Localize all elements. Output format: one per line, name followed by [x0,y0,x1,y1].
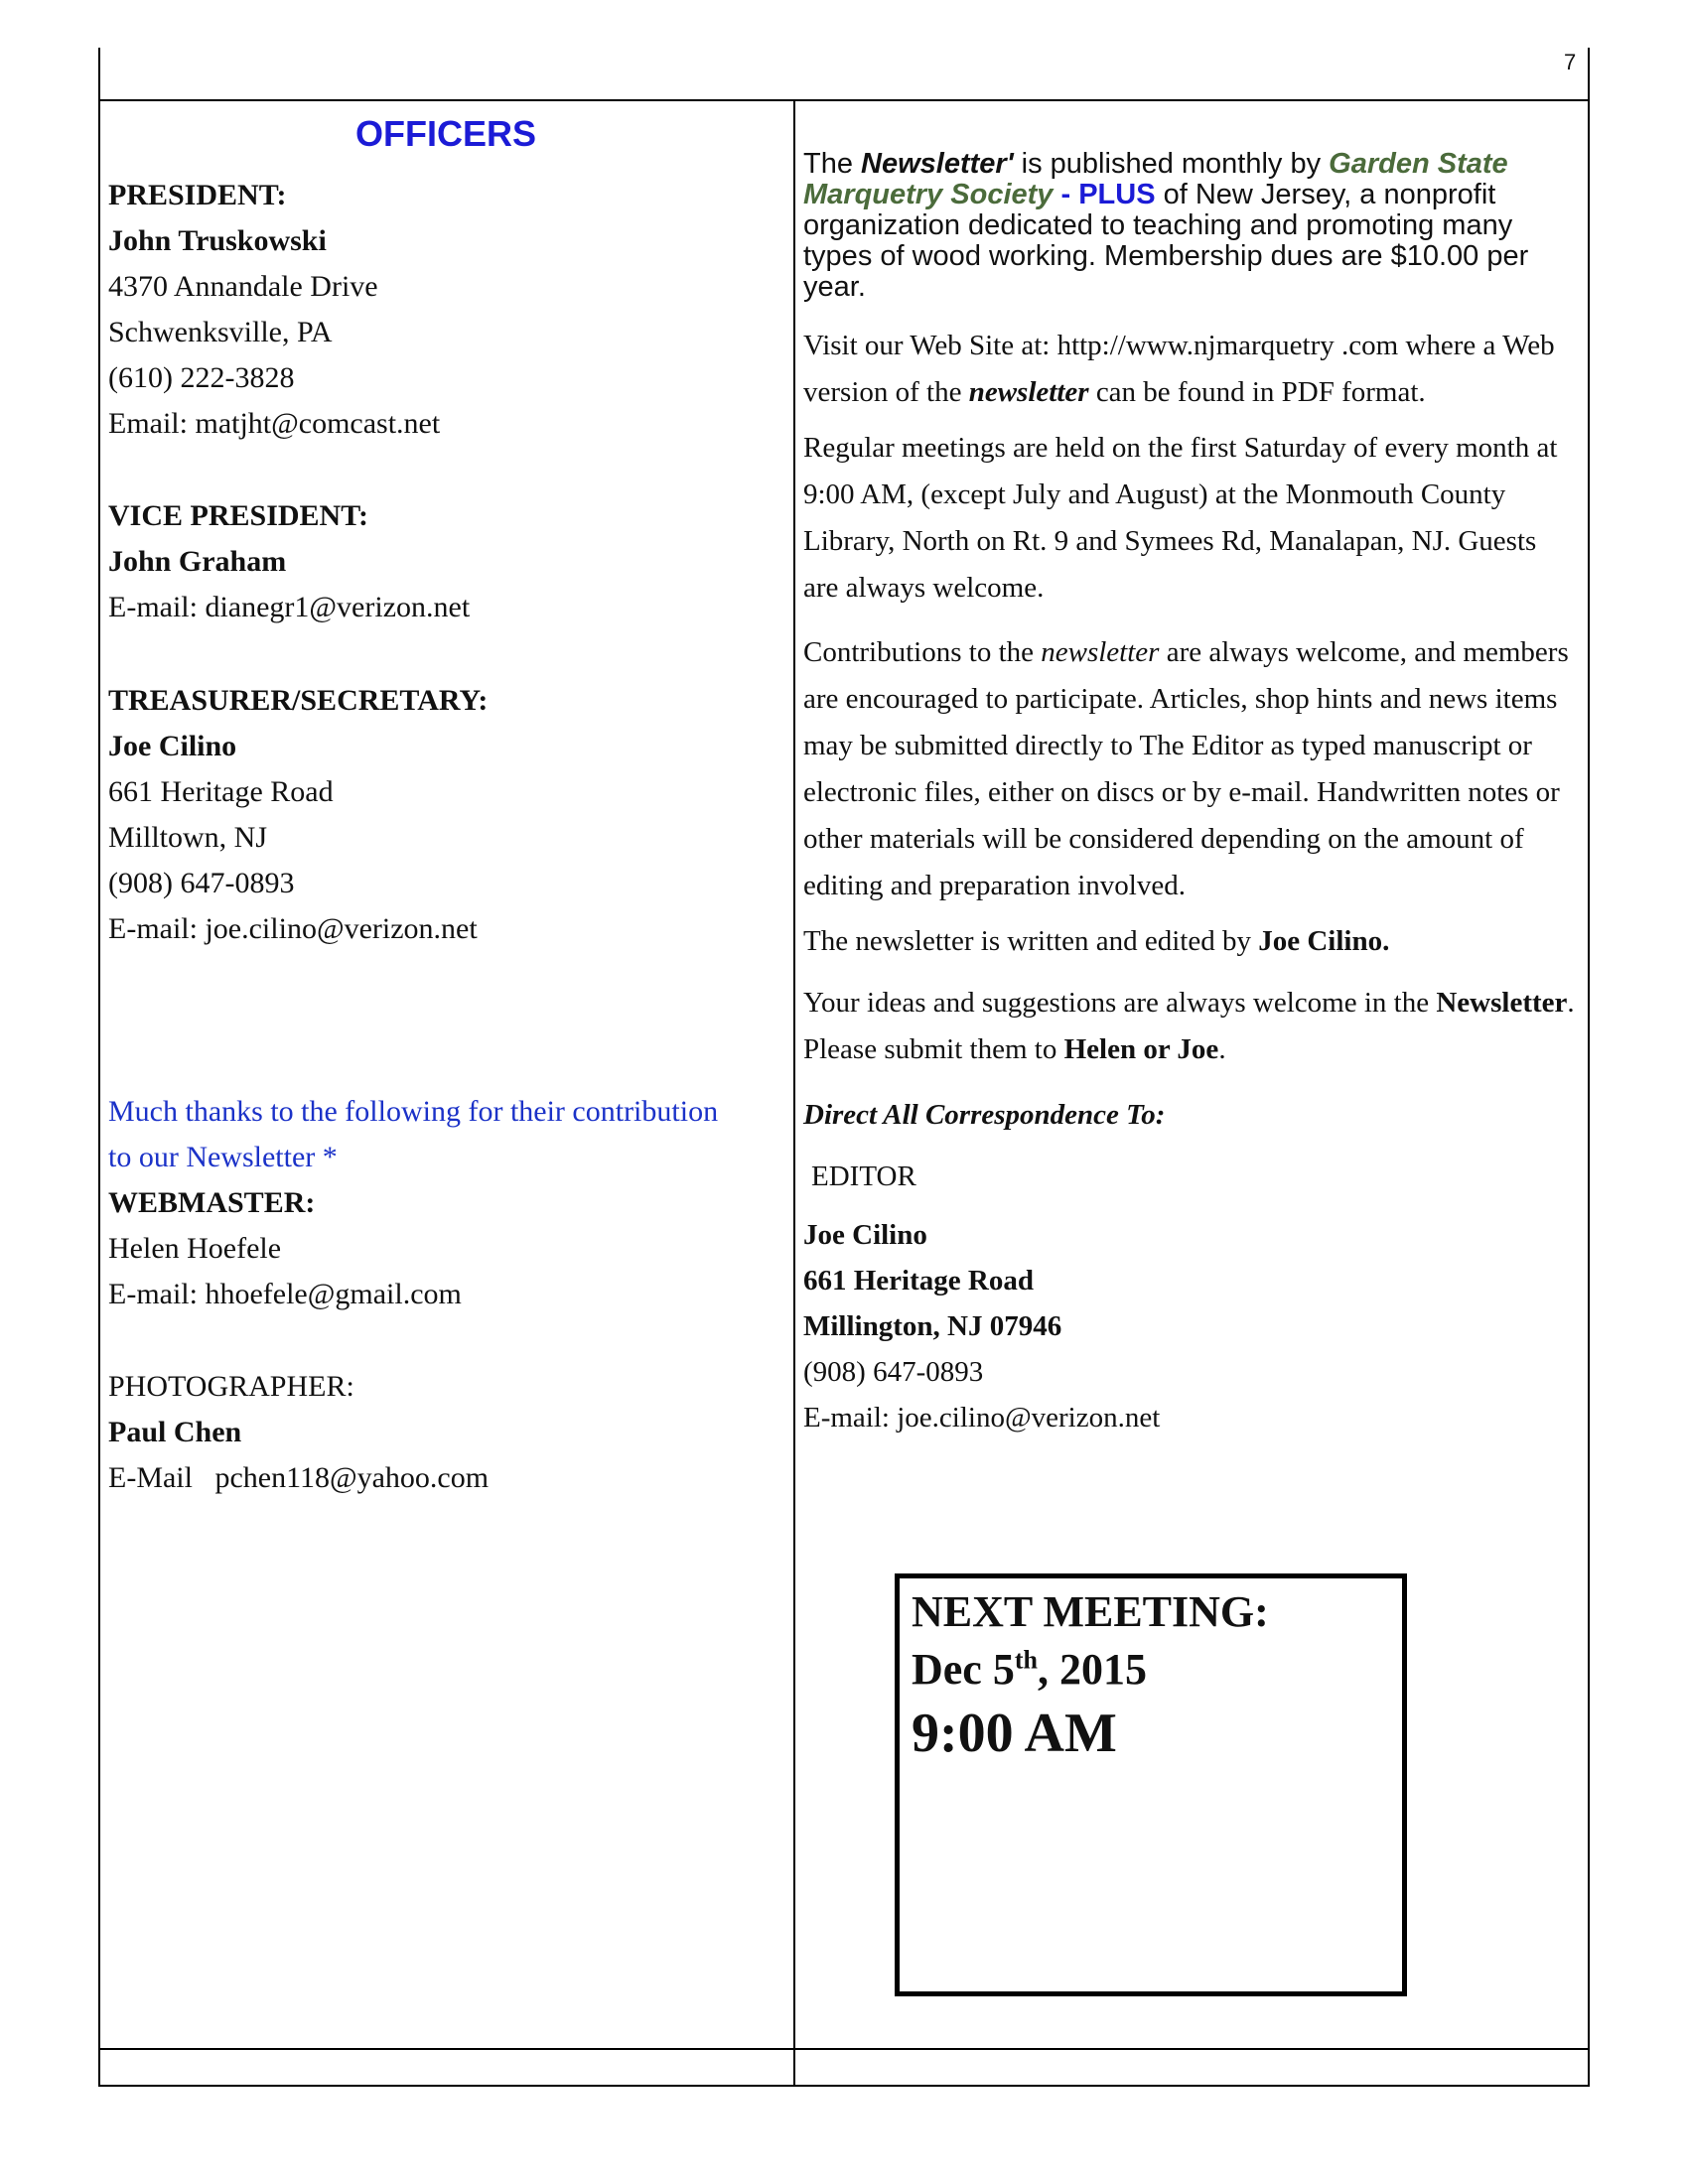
next-meeting-time: 9:00 AM [912,1703,1117,1764]
treasurer-email[interactable]: E-mail: joe.cilino@verizon.net [108,912,478,945]
page-number: 7 [1564,50,1577,74]
meeting-date-suffix: th [1014,1645,1038,1675]
photographer-heading: PHOTOGRAPHER: [108,1370,354,1403]
treasurer-phone: (908) 647-0893 [108,867,295,899]
president-heading: PRESIDENT: [108,179,287,211]
written-by-paragraph [803,918,1578,965]
intro-text-2: is published monthly by [1013,148,1330,180]
next-meeting-box [895,1573,1407,1996]
ideas-text-1: Your ideas and suggestions are always welcome in the [803,987,1437,1019]
website-paragraph [803,323,1578,416]
meeting-date-prefix: Dec 5 [912,1645,1015,1694]
ideas-names: Helen or Joe [1063,1033,1219,1065]
contributions-text-1: Contributions to the [803,636,1042,668]
meeting-date-year: , 2015 [1037,1645,1147,1694]
treasurer-name: Joe Cilino [108,730,237,762]
written-by-text: The newsletter is written and edited by [803,925,1259,957]
editor-label: EDITOR [811,1160,916,1192]
editor-address2: Millington, NJ 07946 [803,1310,1062,1342]
frame-left-border [98,99,100,2087]
president-name: John Truskowski [108,224,327,257]
frame-footer-divider [98,2048,1590,2050]
website-text-2: can be found in PDF format. [1088,376,1426,408]
president-phone: (610) 222-3828 [108,361,295,394]
officers-title: OFFICERS [354,113,536,154]
editor-name: Joe Cilino [803,1219,927,1251]
frame-right-border [1588,99,1590,2087]
website-newsletter: newsletter [968,376,1089,408]
ideas-paragraph [803,980,1578,1073]
vice-president-heading: VICE PRESIDENT: [108,499,368,532]
ideas-text-3: . [1218,1033,1226,1065]
webmaster-name: Helen Hoefele [108,1232,282,1265]
intro-text-1: The [803,148,862,180]
frame-top-stub-right [1588,48,1590,101]
contributions-text-2: are always welcome, and members are encouraged to participate. Articles, shop hints and news items may be submitted directly to The Editor as typed manuscript or electronic files, either on discs or by e-mail. Handwritten notes or other materials will be considered depending on the amount of editing and preparation involved. [803,636,1569,901]
photographer-email[interactable]: E-Mail pchen118@yahoo.com [108,1461,490,1494]
editor-phone: (908) 647-0893 [803,1356,984,1388]
frame-top-border [98,99,1590,101]
contributions-newsletter: newsletter [1041,636,1160,668]
vice-president-email[interactable]: E-mail: dianegr1@verizon.net [108,591,471,623]
next-meeting-label: NEXT MEETING: [912,1587,1269,1636]
society-name: Garden State Marquetry Society [803,148,1508,210]
intro-newsletter: Newsletter' [861,148,1014,180]
next-meeting-date [912,1644,1147,1695]
webmaster-email[interactable]: E-mail: hhoefele@gmail.com [108,1278,462,1310]
contributions-paragraph [803,629,1578,909]
president-address1: 4370 Annandale Drive [108,270,378,303]
plus-label: PLUS [1078,179,1156,210]
treasurer-address1: 661 Heritage Road [108,775,334,808]
president-email[interactable]: Email: matjht@comcast.net [108,407,441,440]
editor-email[interactable]: E-mail: joe.cilino@verizon.net [803,1402,1161,1433]
intro-dash: - [1053,179,1079,210]
editor-address1: 661 Heritage Road [803,1265,1034,1297]
photographer-name: Paul Chen [108,1416,242,1448]
frame-column-divider [793,99,795,2087]
meetings-paragraph: Regular meetings are held on the first Saturday of every month at 9:00 AM, (except July and August) at the Monmouth County Library, North on Rt. 9 and Symees Rd, Manalapan, NJ. Guests are always welcome. [803,432,1558,604]
treasurer-heading: TREASURER/SECRETARY: [108,684,489,717]
direct-correspondence: Direct All Correspondence To: [803,1099,1166,1131]
frame-top-stub-left [98,48,100,101]
ideas-text-2: . Please submit them to [803,987,1575,1065]
president-address2: Schwenksville, PA [108,316,333,348]
website-text-1[interactable]: Visit our Web Site at: http://www.njmarquetry .com where a Web version of the [803,330,1555,408]
written-by-name: Joe Cilino. [1258,925,1390,957]
frame-bottom-border [98,2085,1590,2087]
treasurer-address2: Milltown, NJ [108,821,268,854]
thanks-line-2: to our Newsletter * [108,1141,338,1173]
ideas-newsletter: Newsletter [1436,987,1568,1019]
intro-text-3: of New Jersey, a nonprofit organization dedicated to teaching and promoting many types of wood working. Membership dues are $10.00 per year. [803,179,1529,303]
intro-paragraph [803,149,1578,303]
thanks-line-1: Much thanks to the following for their contribution [108,1095,719,1128]
vice-president-name: John Graham [108,545,287,578]
webmaster-heading: WEBMASTER: [108,1186,316,1219]
